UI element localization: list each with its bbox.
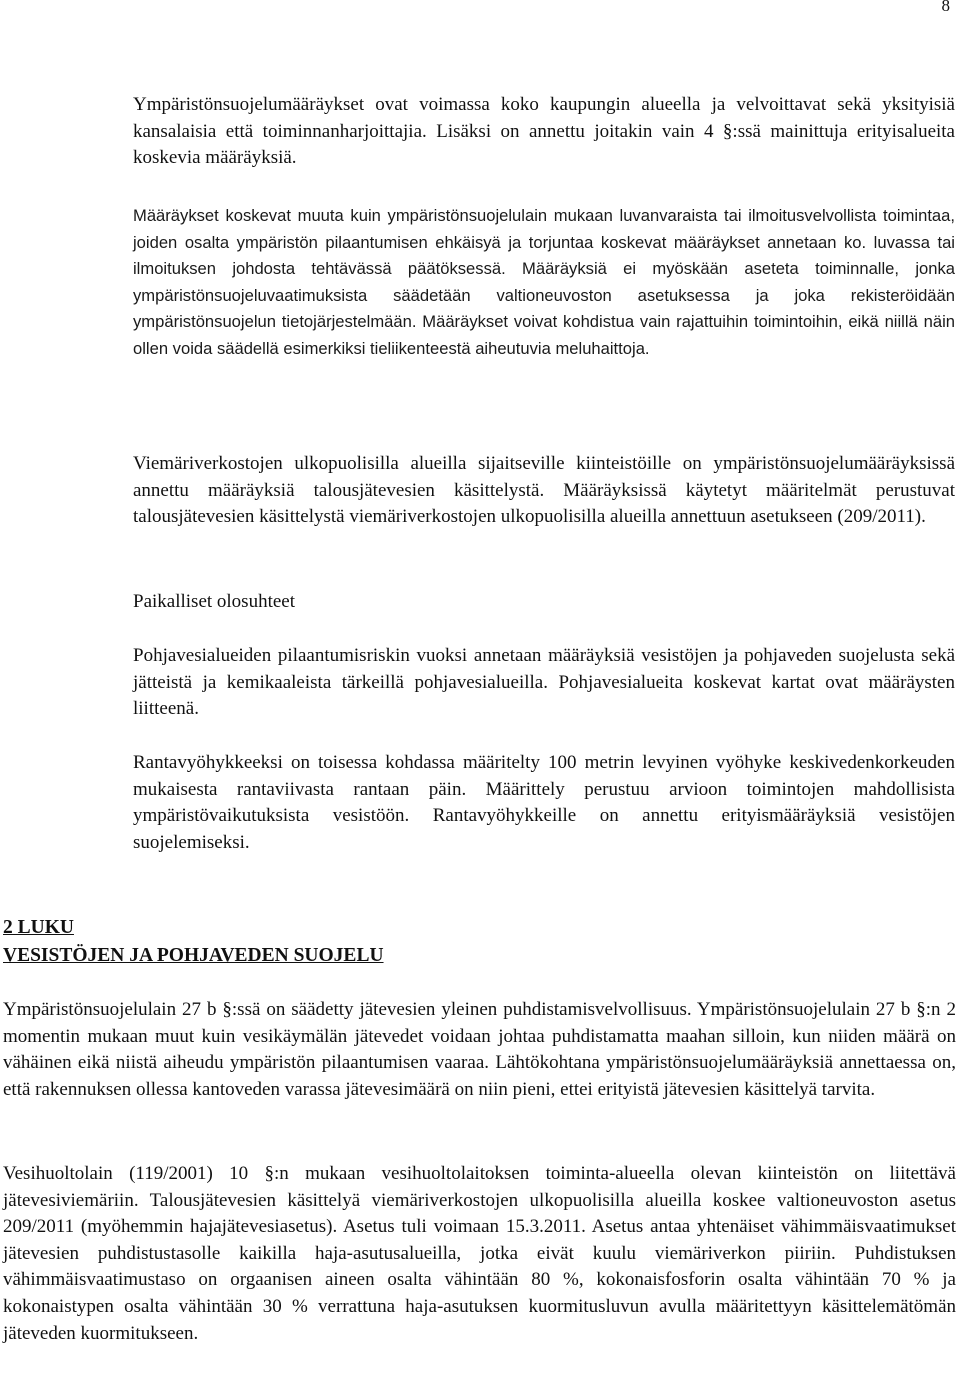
paragraph-wastewater-areas: Viemäriverkostojen ulkopuolisilla alueilla sijaitseville kiinteistöille on ympäristönsuojelumääräyksissä annettu määräyksiä talousjätevesien käsittelystä. Määräyksissä käytetyt määritelmät perustuvat talousjätevesien käsittelystä viemäriverkostojen ulkopuolisilla alueilla annettuun asetukseen (209/2011). [133, 453, 955, 528]
paragraph-regulated-activities: Määräykset koskevat muuta kuin ympäristönsuojelulain mukaan luvanvaraista tai ilmoitusvelvollista toimintaa, joiden osalta ympäristön pilaantumisen ehkäisyä ja torjuntaa koskevat määräykset annetaan ko. luvassa tai ilmoituksen johdosta tehtävässä päätöksessä. Määräyksiä ei myöskään aseteta toiminnalle, jonka ympäristönsuojeluvaatimuksista säädetään valtioneuvoston asetuksessa ja joka rekisteröidään ympäristönsuojelun tietojärjestelmään. Määräykset voivat kohdistua vain rajattuihin toimintoihin, eikä niillä näin ollen voida säädellä esimerkiksi tieliikenteestä aiheutuvia meluhaittoja. [133, 206, 955, 358]
chapter-number: 2 LUKU [3, 917, 74, 938]
paragraph-groundwater: Pohjavesialueiden pilaantumisriskin vuoksi annetaan määräyksiä vesistöjen ja pohjaveden suojelusta sekä jätteistä ja kemikaaleista tärkeillä pohjavesialueilla. Pohjavesialueita koskevat kartat ovat määräysten liitteenä. [133, 645, 955, 720]
paragraph-treatment-obligation: Ympäristönsuojelulain 27 b §:ssä on säädetty jätevesien yleinen puhdistamisvelvollisuus. Ympäristönsuojelulain 27 b §:n 2 momentin mukaan muut kuin vesikäymälän jätevedet voidaan johtaa puhdistamatta maahan silloin, kun niiden määrä on vähäinen eikä niistä aiheudu ympäristön pilaantumisen vaaraa. Lähtökohtana ympäristönsuojelumääräyksiä annettaessa on, että rakennuksen ollessa kantoveden varassa jätevesimäärä on niin pieni, ettei erityistä jätevesien käsittelyä tarvita. [3, 999, 956, 1100]
section-heading-local-conditions: Paikalliset olosuhteet [133, 591, 296, 612]
paragraph-shore-zone: Rantavyöhykkeeksi on toisessa kohdassa määritelty 100 metrin levyinen vyöhyke keskivedenkorkeuden mukaisesta rantaviivasta rantaan päin. Määrittely perustuu arvioon toimintojen mahdollisista ympäristövaikutuksista vesistöön. Rantavyöhykkeille on annettu erityismääräyksiä vesistöjen suojelemiseksi. [133, 752, 955, 853]
page-number: 8 [941, 0, 950, 15]
chapter-title: VESISTÖJEN JA POHJAVEDEN SUOJELU [3, 945, 384, 966]
paragraph-scope: Ympäristönsuojelumääräykset ovat voimassa koko kaupungin alueella ja velvoittavat sekä yksityisiä kansalaisia että toiminnanharjoittajia. Lisäksi on annettu joitakin vain 4 §:ssä mainittuja erityisalueita koskevia määräyksiä. [133, 94, 955, 169]
paragraph-water-services-act: Vesihuoltolain (119/2001) 10 §:n mukaan vesihuoltolaitoksen toiminta-alueella olevan kiinteistön on liitettävä jätevesiviemäriin. Talousjätevesien käsittelyä viemäriverkostojen ulkopuolisilla alueilla koskee valtioneuvoston asetus 209/2011 (myöhemmin hajajätevesiasetus). Asetus tuli voimaan 15.3.2011. Asetus antaa yhtenäiset vähimmäisvaatimukset jätevesien puhdistustasolle kaikilla haja-asutusalueilla, jotka eivät kuulu viemäriverkon piiriin. Puhdistuksen vähimmäisvaatimustaso on orgaanisen aineen osalta vähintään 80 %, kokonaisfosforin osalta vähintään 70 % ja kokonaistypen osalta vähintään 30 % verrattuna haja-asutuksen kuormitusluvun avulla määritettyyn käsittelemätömän jäteveden kuormitukseen. [3, 1163, 956, 1344]
